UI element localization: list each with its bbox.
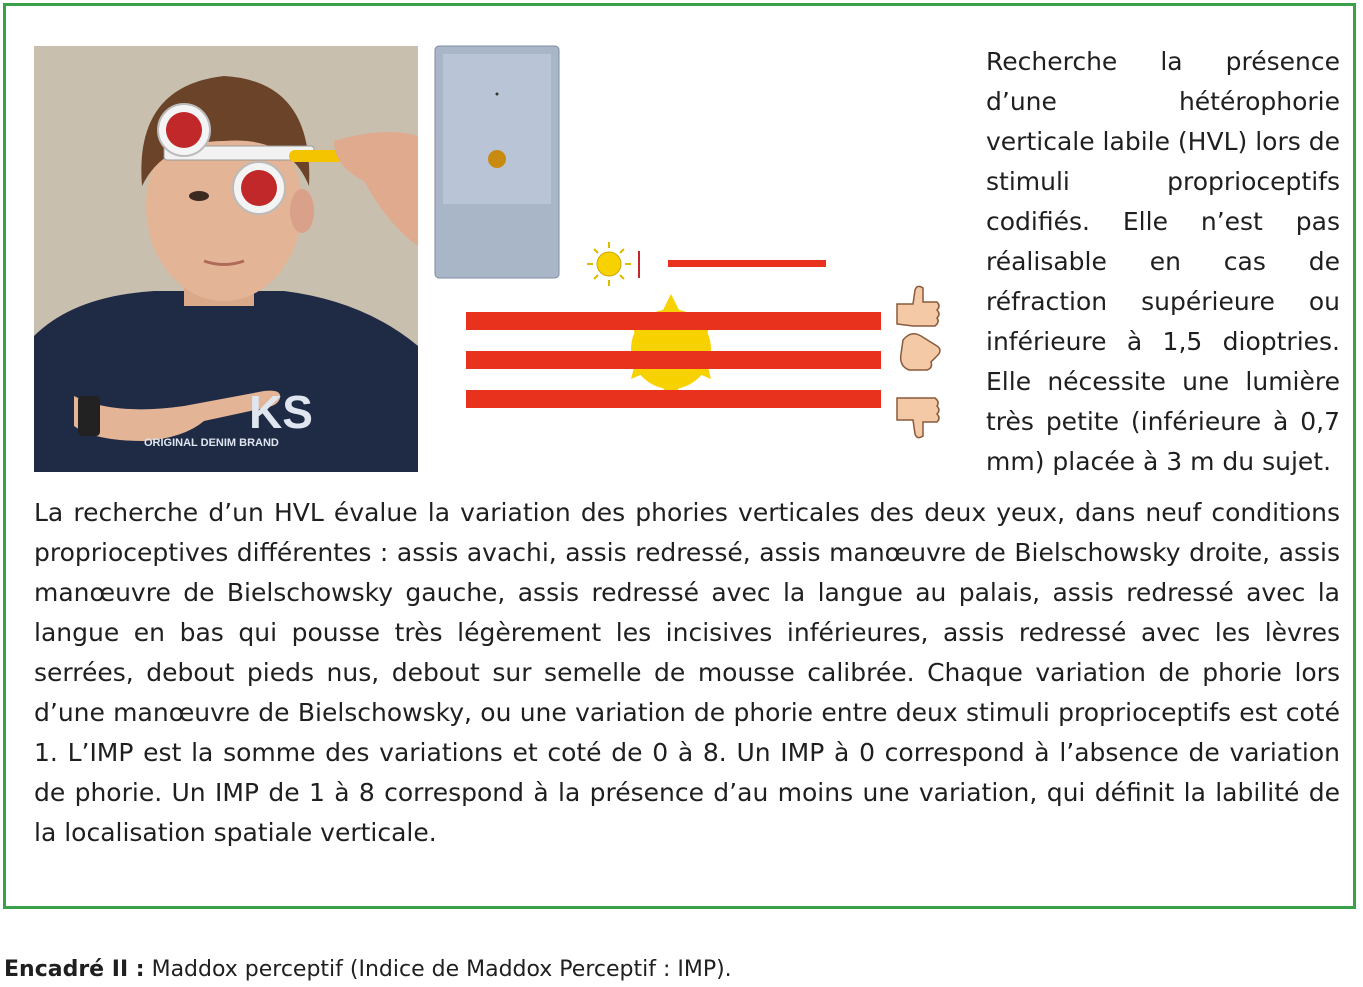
light-card-light bbox=[488, 150, 506, 168]
large-sun-icon bbox=[631, 294, 711, 404]
maddox-stripe-3 bbox=[466, 390, 881, 408]
small-sun-icon bbox=[587, 242, 639, 286]
thumbs-down-hand-icon bbox=[897, 398, 939, 438]
main-description: La recherche d’un HVL évalue la variation des phories verticales des deux yeux, dans neuf conditions proprioceptives différentes : assis avachi, assis redressé, assis manœuvre de Bielschowsky droite, assis manœuvre de Bielschowsky gauche, assis redressé avec la langue au palais, assis redressé avec la langue en bas qui pousse très légèrement les incisives inférieures, assis redressé avec les lèvres serrées, debout pieds nus, debout sur semelle de mousse calibrée. Chaque variation de phorie lors d’une manœuvre de Bielschowsky, ou une variation de phorie entre deux stimuli proprioceptifs est coté 1. L’IMP est la somme des variations et coté de 0 à 8. Un IMP à 0 correspond à l’absence de variation de phorie. Un IMP de 1 à 8 correspond à la présence d’au moins une variation, qui définit la labilité de la localisation spatiale verticale. bbox=[34, 498, 1340, 847]
caption-label: Encadré II : bbox=[4, 957, 145, 982]
maddox-stripe-short bbox=[668, 260, 826, 267]
shirt-logo-subtext: ORIGINAL DENIM BRAND bbox=[144, 437, 279, 449]
maddox-stripe-1 bbox=[466, 312, 881, 330]
pointing-hand-icon bbox=[901, 334, 940, 370]
light-card-pinhole bbox=[496, 93, 499, 96]
photo-child-maddox-test bbox=[34, 46, 418, 472]
maddox-stripe-2 bbox=[466, 351, 881, 369]
encadre-box bbox=[3, 3, 1356, 909]
shirt-logo-text: KS bbox=[249, 386, 313, 438]
figure-caption bbox=[4, 955, 1304, 985]
photo-illustration bbox=[34, 46, 418, 472]
caption-text: Maddox perceptif (Indice de Maddox Perceptif : IMP). bbox=[144, 957, 732, 982]
thumbs-up-hand-icon bbox=[897, 286, 939, 326]
light-card-window bbox=[443, 54, 551, 204]
side-description: Recherche la présence d’une hétérophorie verticale labile (HVL) lors de stimuli proprioceptifs codifiés. Elle n’est pas réalisable en cas de réfraction supérieure ou inférieure à 1,5 dioptries. Elle nécessite une lumière très petite (inférieure à 0,7 mm) placée à 3 m du sujet. bbox=[986, 47, 1340, 476]
maddox-diagram bbox=[431, 44, 956, 474]
